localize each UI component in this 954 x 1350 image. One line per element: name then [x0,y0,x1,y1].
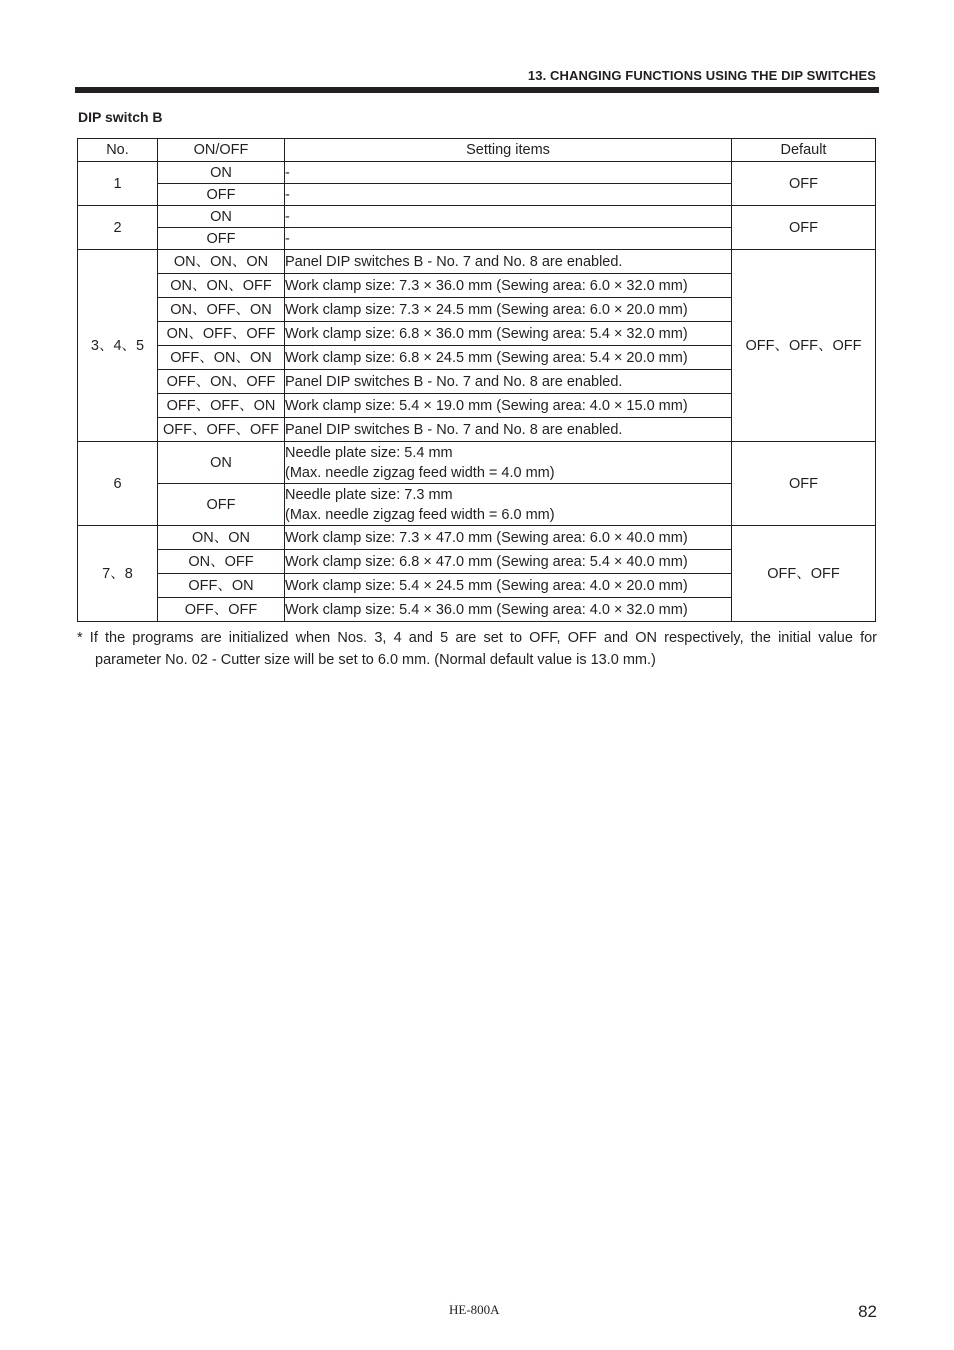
header-no: No. [78,139,158,162]
setting-item: Work clamp size: 7.3 × 36.0 mm (Sewing area: 6.0 × 32.0 mm) [285,274,732,298]
header-rule [75,87,879,93]
switch-no: 3、4、5 [78,250,158,442]
table-row [78,250,876,274]
setting-item: Work clamp size: 6.8 × 24.5 mm (Sewing area: 5.4 × 20.0 mm) [285,346,732,370]
switch-no: 6 [78,442,158,526]
default-value: OFF、OFF、OFF [732,250,876,442]
page-number: 82 [858,1302,877,1321]
setting-item [285,484,732,526]
setting-item: Panel DIP switches B - No. 7 and No. 8 are enabled. [285,370,732,394]
switch-state: OFF、ON、ON [158,346,285,370]
table-row [78,526,876,550]
setting-item-line: (Max. needle zigzag feed width = 4.0 mm) [285,464,555,481]
switch-state: OFF、ON [158,574,285,598]
setting-item-line: (Max. needle zigzag feed width = 6.0 mm) [285,506,555,523]
setting-item: Panel DIP switches B - No. 7 and No. 8 are enabled. [285,250,732,274]
setting-item: - [285,184,732,206]
switch-state: OFF [158,484,285,526]
switch-state: OFF、OFF、ON [158,394,285,418]
switch-state: OFF、OFF [158,598,285,622]
header-default: Default [732,139,876,162]
setting-item: - [285,206,732,228]
default-value: OFF、OFF [732,526,876,622]
header-on-off: ON/OFF [158,139,285,162]
switch-no: 1 [78,162,158,206]
setting-item: Work clamp size: 5.4 × 24.5 mm (Sewing area: 4.0 × 20.0 mm) [285,574,732,598]
switch-state: ON、OFF、ON [158,298,285,322]
table-header-row [78,139,876,162]
switch-state: OFF、OFF、OFF [158,418,285,442]
setting-item: Work clamp size: 7.3 × 47.0 mm (Sewing area: 6.0 × 40.0 mm) [285,526,732,550]
section-header-title: 13. CHANGING FUNCTIONS USING THE DIP SWITCHES [527,68,876,83]
switch-state: ON、ON、ON [158,250,285,274]
switch-state: OFF、ON、OFF [158,370,285,394]
switch-no: 2 [78,206,158,250]
setting-item [285,442,732,484]
switch-state: ON、OFF、OFF [158,322,285,346]
setting-item: Work clamp size: 5.4 × 36.0 mm (Sewing area: 4.0 × 32.0 mm) [285,598,732,622]
setting-item-line: Needle plate size: 7.3 mm [285,486,453,503]
setting-item-line: Needle plate size: 5.4 mm [285,444,453,461]
table-title: DIP switch B [78,109,163,125]
default-value: OFF [732,442,876,526]
setting-item: Panel DIP switches B - No. 7 and No. 8 are enabled. [285,418,732,442]
switch-state: ON、OFF [158,550,285,574]
switch-state: ON、ON [158,526,285,550]
switch-state: ON [158,162,285,184]
switch-no: 7、8 [78,526,158,622]
table-row [78,206,876,228]
table-row [78,162,876,184]
footnote-line-1: * If the programs are initialized when Nos. 3, 4 and 5 are set to OFF, OFF and ON respectively, the initial value for [77,630,877,646]
setting-item: - [285,162,732,184]
switch-state: ON、ON、OFF [158,274,285,298]
header-setting-items: Setting items [285,139,732,162]
switch-state: ON [158,206,285,228]
default-value: OFF [732,206,876,250]
setting-item: Work clamp size: 6.8 × 36.0 mm (Sewing area: 5.4 × 32.0 mm) [285,322,732,346]
setting-item: Work clamp size: 6.8 × 47.0 mm (Sewing area: 5.4 × 40.0 mm) [285,550,732,574]
setting-item: Work clamp size: 7.3 × 24.5 mm (Sewing area: 6.0 × 20.0 mm) [285,298,732,322]
setting-item: - [285,228,732,250]
setting-item: Work clamp size: 5.4 × 19.0 mm (Sewing area: 4.0 × 15.0 mm) [285,394,732,418]
footnote [77,627,877,671]
footer-model-name: HE-800A [449,1302,500,1317]
switch-state: OFF [158,228,285,250]
default-value: OFF [732,162,876,206]
switch-state: ON [158,442,285,484]
dip-switch-table [77,138,876,622]
table-row [78,442,876,484]
footnote-line-2: parameter No. 02 - Cutter size will be set to 6.0 mm. (Normal default value is 13.0 mm.) [95,652,656,668]
switch-state: OFF [158,184,285,206]
